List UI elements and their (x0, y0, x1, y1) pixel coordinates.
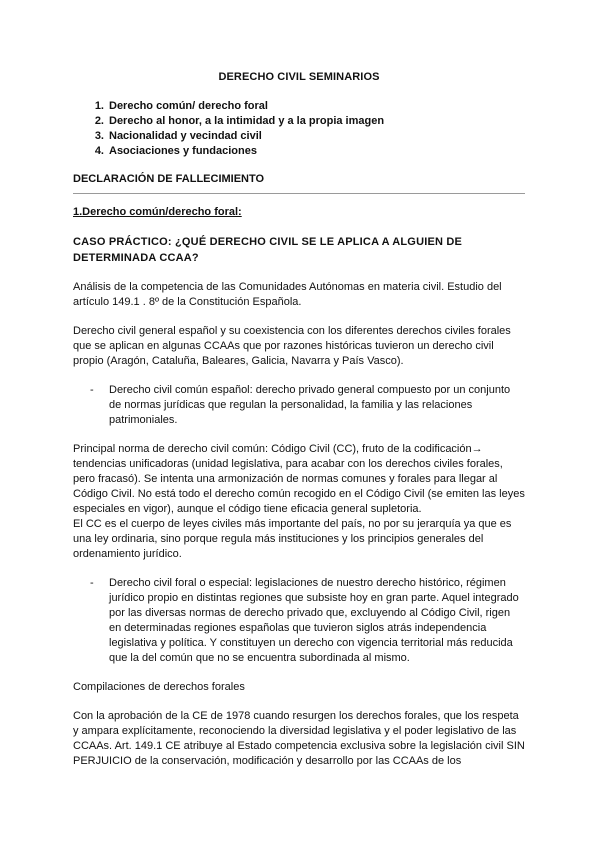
toc-item (73, 129, 525, 144)
table-of-contents (73, 99, 525, 159)
bullet-foral-law (73, 576, 525, 666)
toc-item-number: 3. (94, 130, 104, 142)
bullet-dash: - (90, 384, 94, 396)
horizontal-divider (73, 193, 525, 194)
paragraph-constitution: Con la aprobación de la CE de 1978 cuando resurgen los derechos forales, que los respeta y ampara explícitamente, reconociendo la diversidad legislativa y el poder legislativo de las CCAAs. Art. 149.1 CE atribuye al Estado competencia exclusiva sobre la legislación civil SIN PERJUICIO de la conservación, modificación y desarrollo por las CCAAs de los (73, 710, 525, 767)
toc-item (73, 114, 525, 129)
paragraph-compilations: Compilaciones de derechos forales (73, 681, 245, 693)
toc-item-number: 4. (94, 145, 104, 157)
toc-item-label: Nacionalidad y vecindad civil (109, 130, 262, 142)
paragraph-civil-code: Principal norma de derecho civil común: Código Civil (CC), fruto de la codificación→ tendencias unificadoras (unidad legislativa, para acabar con los derechos civiles forales, pero fracasó). Se intenta una armonización de normas comunes y forales para llegar al Código Civil. No está todo el derecho común recogido en el Código Civil (se emiten las leyes especiales en vigor), aunque el código tiene eficacia general supletoria. (73, 443, 525, 515)
toc-item-number: 1. (94, 100, 104, 112)
document-title: DERECHO CIVIL SEMINARIOS (218, 71, 380, 83)
toc-item (73, 144, 525, 159)
bullet-dash: - (90, 577, 94, 589)
toc-item-label: Derecho común/ derecho foral (109, 100, 268, 112)
bullet-common-law (73, 383, 525, 428)
toc-item (73, 99, 525, 114)
paragraph-coexistence: Derecho civil general español y su coexistencia con los diferentes derechos civiles forales que se aplican en algunas CCAAs que por razones históricas tuvieron un derecho civil propio (Aragón, Cataluña, Baleares, Galicia, Navarra y País Vasco). (73, 325, 511, 367)
paragraph-civil-code-importance: El CC es el cuerpo de leyes civiles más importante del país, no por su jerarquía ya que es una ley ordinaria, sino porque regula más instituciones y los principios generales del ordenamiento jurídico. (73, 518, 512, 560)
bullet-text: Derecho civil común español: derecho privado general compuesto por un conjunto de normas jurídicas que regulan la personalidad, la familia y las relaciones patrimoniales. (109, 384, 511, 426)
declaration-heading: DECLARACIÓN DE FALLECIMIENTO (73, 173, 265, 185)
document-body (73, 70, 525, 783)
paragraph-competence: Análisis de la competencia de las Comunidades Autónomas en materia civil. Estudio del artículo 149.1 . 8º de la Constitución Española. (73, 281, 502, 308)
bullet-text: Derecho civil foral o especial: legislaciones de nuestro derecho histórico, régimen jurídico propio en distintas regiones que subsiste hoy en gran parte. Aquel integrado por las diversas normas de derecho privado que, excluyendo al Código Civil, rigen en determinadas regiones españolas que tuvieron siglos atrás independencia legislativa y política. Y constituyen un derecho con vigencia territorial más reducida que la del común que no se encuentra subordinada al mismo. (109, 577, 519, 664)
toc-item-label: Asociaciones y fundaciones (109, 145, 257, 157)
toc-item-label: Derecho al honor, a la intimidad y a la propia imagen (109, 115, 385, 127)
section-heading: 1.Derecho común/derecho foral: (73, 206, 242, 218)
toc-item-number: 2. (94, 115, 104, 127)
case-study-heading: CASO PRÁCTICO: ¿QUÉ DERECHO CIVIL SE LE APLICA A ALGUIEN DE DETERMINADA CCAA? (73, 236, 463, 264)
